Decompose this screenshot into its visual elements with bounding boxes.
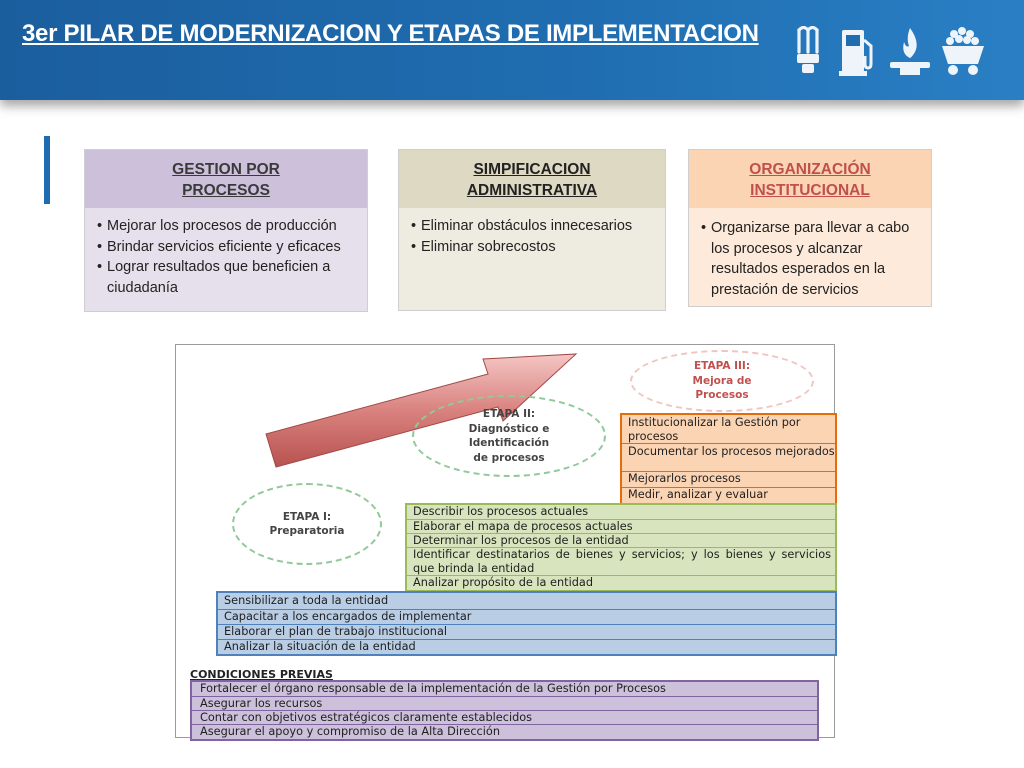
list-item: • Mejorar los procesos de producción [97, 216, 357, 237]
stage-2-activities [405, 503, 837, 592]
activity-row: Describir los procesos actuales [407, 505, 835, 520]
stage-2-label: ETAPA II: [482, 408, 536, 420]
card-title-line2: INSTITUCIONAL [750, 182, 870, 199]
stage-1-name: Preparatoria [269, 525, 345, 537]
card-title-line1: ORGANIZACIÓN [749, 161, 871, 178]
sector-icons [790, 26, 990, 78]
list-item: • Eliminar sobrecostos [411, 237, 655, 258]
card-list [689, 208, 931, 300]
list-item: • Brindar servicios eficiente y eficaces [97, 237, 357, 258]
activity-row: Elaborar el mapa de procesos actuales [407, 520, 835, 534]
activity-row: Documentar los procesos mejorados [622, 444, 835, 472]
mining-cart-icon [940, 26, 986, 78]
card-title [85, 150, 367, 208]
implementation-stages-diagram [175, 344, 835, 738]
stage-2-name: de procesos [473, 451, 545, 464]
stage-2-ellipse [412, 395, 606, 477]
stage-2-name: Identificación [468, 437, 550, 449]
card-list [399, 208, 665, 257]
stage-3-ellipse [630, 350, 814, 412]
activity-row: Capacitar a los encargados de implementar [218, 610, 835, 625]
lightbulb-icon [790, 26, 826, 78]
header-bar [0, 0, 1024, 100]
card-gestion-procesos [84, 149, 368, 312]
stage-1-label: ETAPA I: [282, 510, 332, 523]
list-item: • Lograr resultados que beneficien a ciudadanía [97, 257, 357, 298]
stage-1-activities [216, 591, 837, 656]
conditions-title: CONDICIONES PREVIAS [190, 668, 333, 681]
stage-3-name: Mejora de [692, 374, 752, 387]
activity-row: Elaborar el plan de trabajo institucional [218, 625, 835, 640]
card-list [85, 208, 367, 298]
list-item: • Organizarse para llevar a cabo los procesos y alcanzar resultados esperados en la prestación de servicios [701, 218, 921, 300]
page-title: 3er PILAR DE MODERNIZACION Y ETAPAS DE IMPLEMENTACION [22, 20, 759, 47]
stage-1-ellipse [232, 483, 382, 565]
activity-row: Mejorarlos procesos [622, 472, 835, 488]
card-title-line1: SIMPIFICACION [473, 161, 591, 178]
card-simplificacion-administrativa [398, 149, 666, 311]
activity-row: Identificar destinatarios de bienes y servicios; y los bienes y servicios que brinda la entidad [407, 548, 835, 576]
condition-row: Fortalecer el órgano responsable de la implementación de la Gestión por Procesos [192, 682, 817, 697]
stage-3-label: ETAPA III: [693, 360, 751, 373]
activity-row: Medir, analizar y evaluar [622, 488, 835, 503]
list-item: • Eliminar obstáculos innecesarios [411, 216, 655, 237]
stage-3-name: Procesos [695, 389, 749, 402]
card-title-line1: GESTION POR [172, 161, 280, 178]
card-organizacion-institucional [688, 149, 932, 307]
left-accent-bar [44, 136, 50, 204]
fuel-pump-icon [838, 26, 878, 78]
condition-row: Contar con objetivos estratégicos claramente establecidos [192, 711, 817, 725]
condition-row: Asegurar los recursos [192, 697, 817, 711]
card-title [399, 150, 665, 208]
gas-flame-icon [888, 26, 932, 78]
stage-3-activities [620, 413, 837, 505]
activity-row: Analizar la situación de la entidad [218, 640, 835, 654]
card-title [689, 150, 931, 208]
activity-row: Analizar propósito de la entidad [407, 576, 835, 590]
card-title-line2: ADMINISTRATIVA [466, 182, 598, 199]
activity-row: Sensibilizar a toda la entidad [218, 593, 835, 610]
stage-2-name: Diagnóstico e [468, 422, 550, 435]
preconditions-list [190, 680, 819, 741]
activity-row: Determinar los procesos de la entidad [407, 534, 835, 548]
condition-row: Asegurar el apoyo y compromiso de la Alta Dirección [192, 725, 817, 739]
activity-row: Institucionalizar la Gestión por procesos [622, 415, 835, 444]
card-title-line2: PROCESOS [182, 182, 270, 199]
